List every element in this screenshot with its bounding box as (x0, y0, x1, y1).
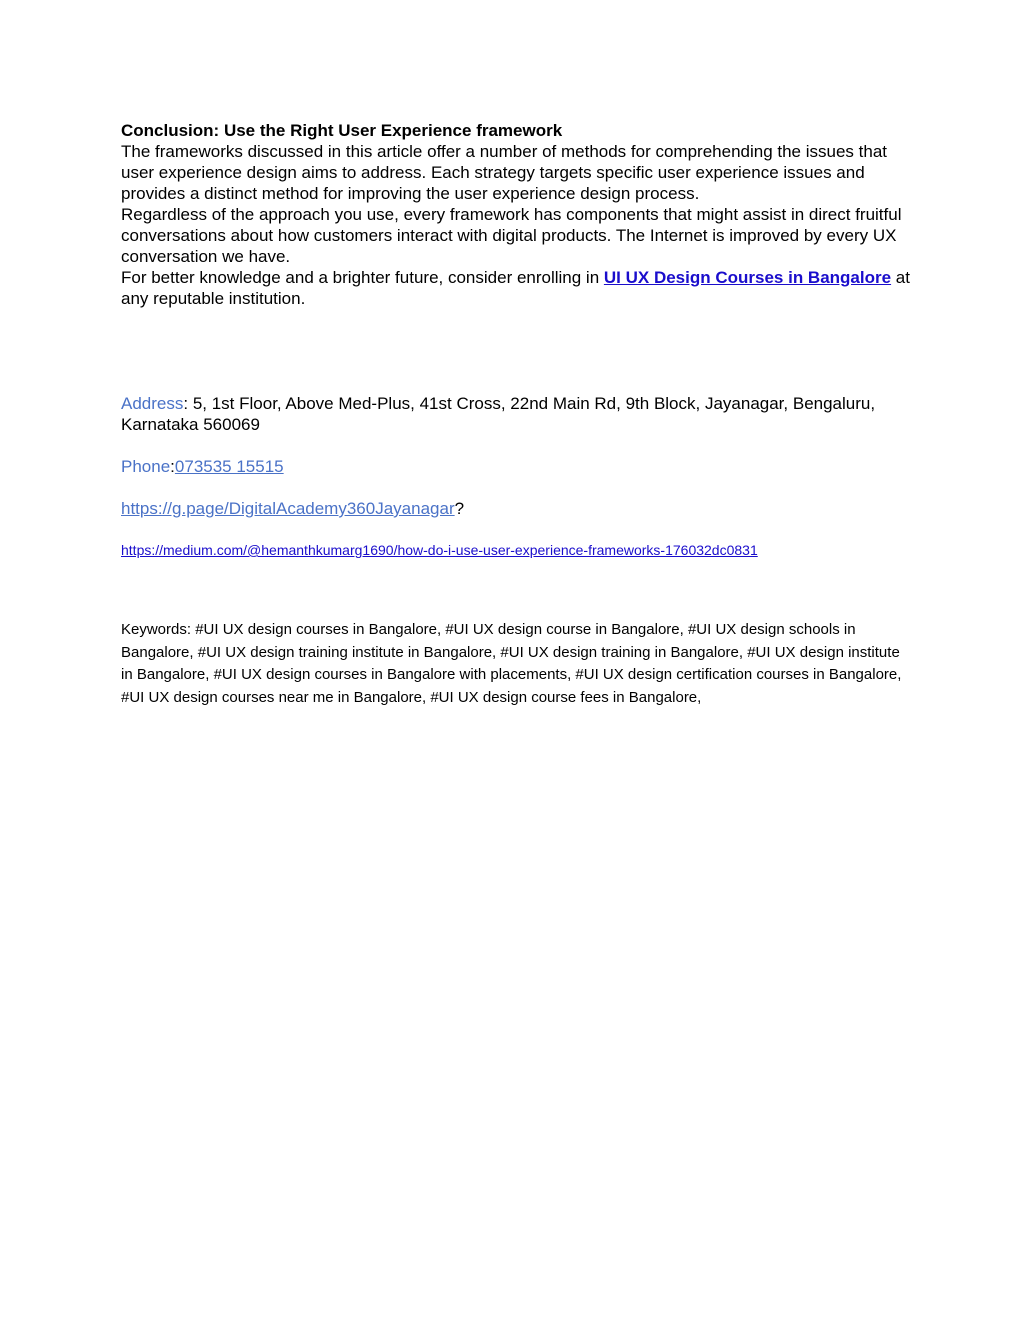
paragraph-3-lead-text: For better knowledge and a brighter future, consider enrolling in (121, 268, 604, 287)
conclusion-paragraph-3 (121, 267, 911, 309)
phone-number-link[interactable]: 073535 15515 (174, 457, 284, 476)
phone-label-link[interactable]: Phone (121, 457, 171, 476)
medium-article-link[interactable]: https://medium.com/@hemanthkumarg1690/how-do-i-use-user-experience-frameworks-176032dc0831 (121, 542, 758, 558)
conclusion-section (121, 120, 911, 309)
phone-separator: : (170, 457, 175, 476)
phone-line (121, 456, 911, 477)
address-label-link[interactable]: Address (121, 394, 184, 413)
conclusion-heading: Conclusion: Use the Right User Experience framework (121, 121, 563, 140)
conclusion-paragraph-2: Regardless of the approach you use, every framework has components that might assist in direct fruitful conversations about how customers interact with digital products. The Internet is improved by every UX conversation we have. (121, 205, 902, 266)
address-value: : 5, 1st Floor, Above Med-Plus, 41st Cross, 22nd Main Rd, 9th Block, Jayanagar, Bengaluru, Karnataka 560069 (121, 394, 876, 434)
paragraph-3-trail-text: at any reputable institution. (121, 268, 910, 308)
address-line (121, 393, 911, 435)
keywords-paragraph: Keywords: #UI UX design courses in Bangalore, #UI UX design course in Bangalore, #UI UX design schools in Bangalore, #UI UX design training institute in Bangalore, #UI UX design training in Bangalore, #UI UX design institute in Bangalore, #UI UX design courses in Bangalore with placements, #UI UX design certification courses in Bangalore, #UI UX design courses near me in Bangalore, #UI UX design course fees in Bangalore, (121, 621, 902, 706)
gpage-line (121, 498, 911, 519)
ui-ux-courses-link[interactable]: UI UX Design Courses in Bangalore (603, 268, 892, 287)
conclusion-paragraph-1: The frameworks discussed in this article offer a number of methods for comprehending the issues that user experience design aims to address. Each strategy targets specific user experience issues and provides a distinct method for improving the user experience design process. (121, 142, 888, 203)
gpage-link[interactable]: https://g.page/DigitalAcademy360Jayanagar (121, 499, 455, 518)
gpage-suffix: ? (454, 499, 465, 518)
